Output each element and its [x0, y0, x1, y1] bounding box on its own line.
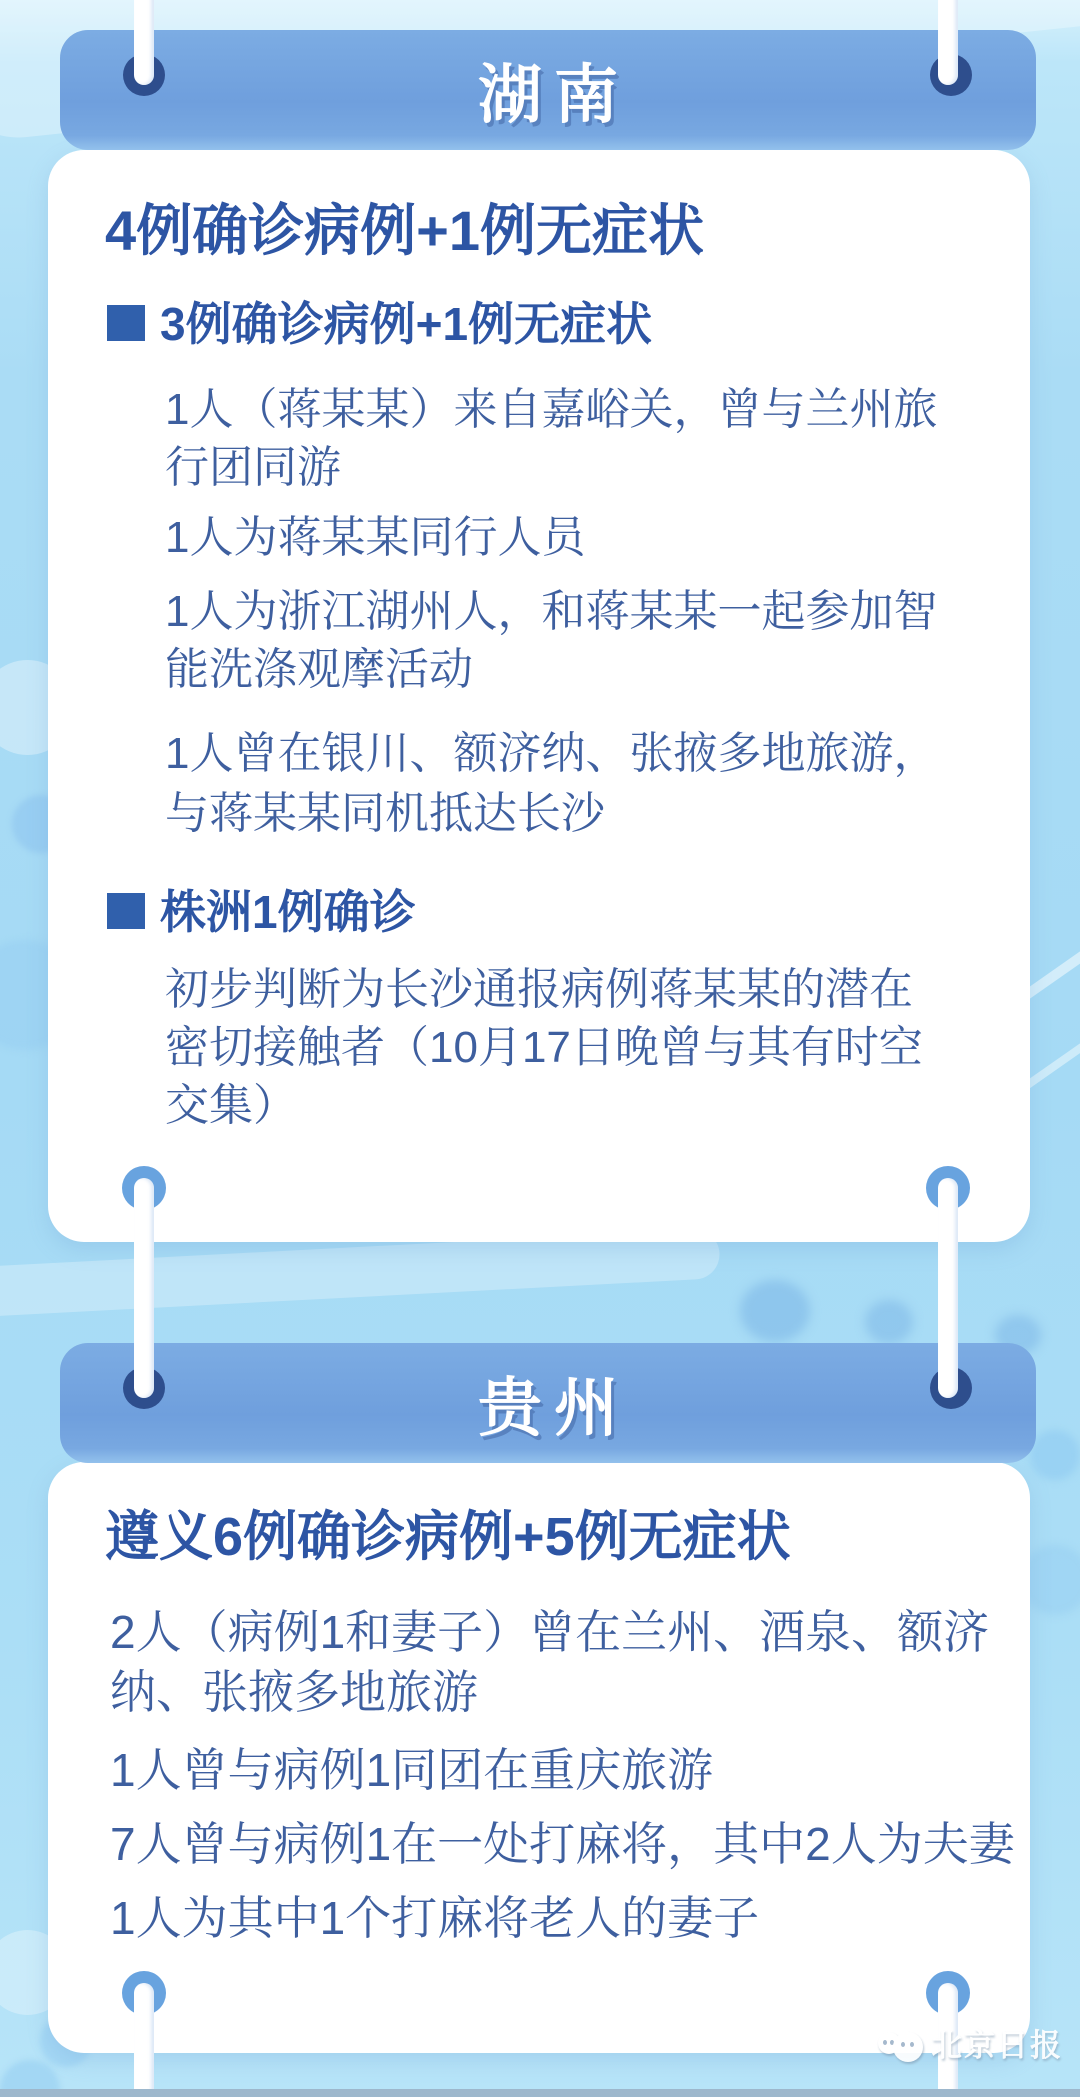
hanging-strap [134, 1983, 154, 2097]
body-line: 密切接触者（10月17日晚曾与其有时空 [165, 1023, 923, 1072]
body-line: 7人曾与病例1在一处打麻将，其中2人为夫妻 [110, 1818, 1015, 1870]
bottom-edge-strip [0, 2089, 1080, 2097]
body-line: 1人曾与病例1同团在重庆旅游 [110, 1744, 714, 1796]
body-line: 1人为蒋某某同行人员 [165, 513, 586, 562]
province-banner-hunan [60, 30, 1036, 150]
bokeh-blob [740, 1280, 810, 1342]
hanging-strap [938, 0, 958, 85]
body-line: 1人（蒋某某）来自嘉峪关，曾与兰州旅 [165, 385, 938, 434]
body-line: 初步判断为长沙通报病例蒋某某的潜在 [165, 965, 913, 1014]
hanging-strap [134, 1178, 154, 1398]
watermark-label: 北京日报 [931, 2028, 1063, 2063]
body-line: 纳、张掖多地旅游 [110, 1666, 478, 1718]
body-line: 1人为其中1个打麻将老人的妻子 [110, 1892, 760, 1944]
bullet-square-icon [107, 305, 145, 341]
body-line: 1人为浙江湖州人，和蒋某某一起参加智 [165, 587, 938, 636]
card-headline: 4例确诊病例+1例无症状 [105, 199, 704, 262]
body-line: 行团同游 [165, 443, 341, 492]
subheading: 3例确诊病例+1例无症状 [160, 298, 653, 350]
bokeh-blob [865, 1300, 913, 1344]
body-line: 与蒋某某同机抵达长沙 [165, 789, 605, 838]
hanging-strap [938, 1178, 958, 1398]
province-banner-guizhou [60, 1343, 1036, 1463]
watermark [878, 2020, 1063, 2065]
bokeh-blob [1030, 1430, 1080, 1480]
banner-title: 湖南 [478, 59, 630, 131]
bullet-square-icon [107, 893, 145, 929]
subheading: 株洲1例确诊 [160, 886, 416, 938]
card-headline: 遵义6例确诊病例+5例无症状 [105, 1507, 791, 1567]
body-line: 2人（病例1和妻子）曾在兰州、酒泉、额济 [110, 1606, 990, 1658]
chat-bubble-icon [893, 2032, 923, 2062]
hanging-strap [134, 0, 154, 85]
body-line: 1人曾在银川、额济纳、张掖多地旅游， [165, 729, 938, 778]
body-line: 交集） [165, 1081, 297, 1130]
banner-title: 贵州 [478, 1372, 630, 1444]
body-line: 能洗涤观摩活动 [165, 645, 473, 694]
